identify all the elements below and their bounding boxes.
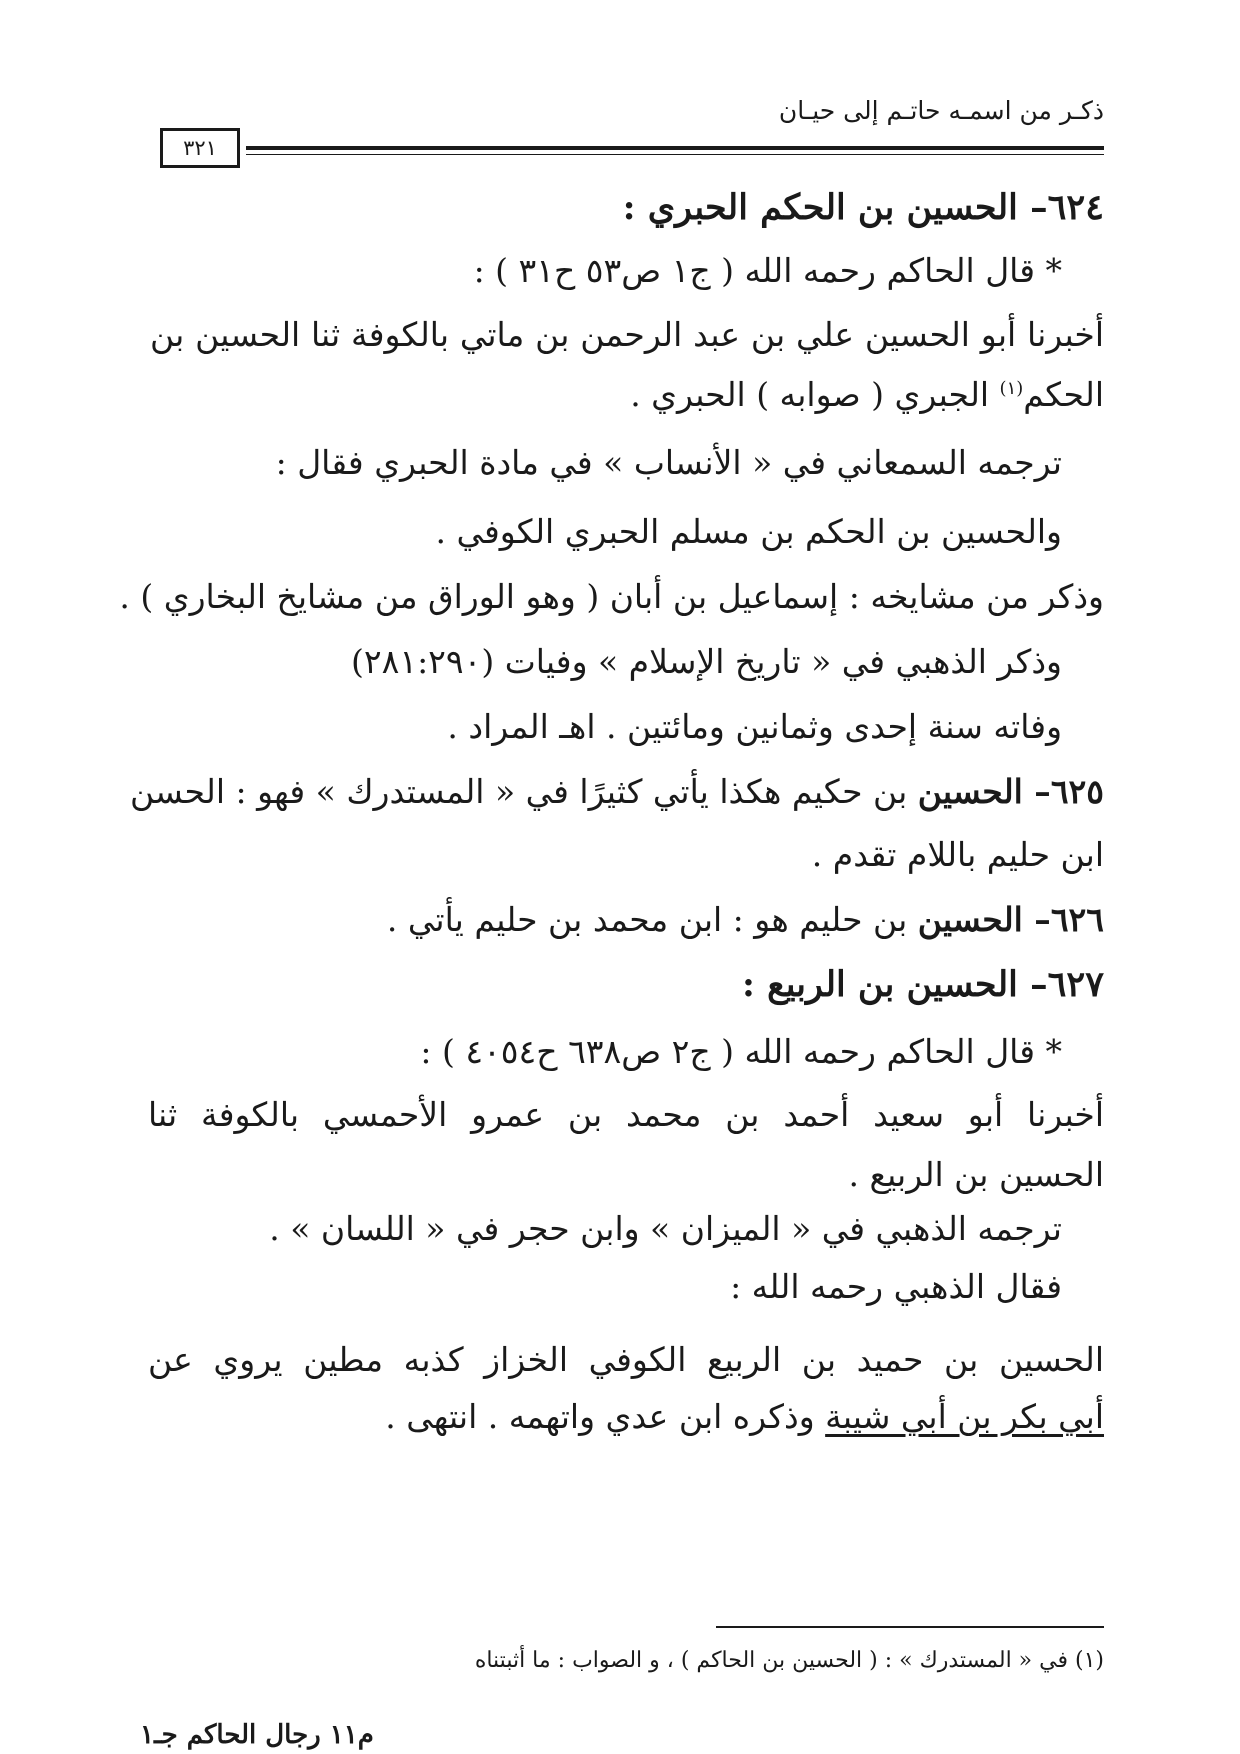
entry-name: الحسين [917,772,1023,811]
hakim-citation: * قال الحاكم رحمه الله ( ج٢ ص٦٣٨ ح٤٠٥٤ ) : [420,1032,1062,1071]
isnad-text: الحكم [1023,375,1104,414]
header-rule-thin [246,154,1104,155]
isnad-line: أخبرنا أبو سعيد أحمد بن محمد بن عمرو الأحمسي بالكوفة ثنا [148,1095,1104,1134]
isnad-text: الجبري ( صوابه ) الحبري . [630,375,1000,414]
paragraph: الحسين بن حميد بن الربيع الكوفي الخزاز كذبه مطين يروي عن [148,1340,1104,1379]
entry-number: ٦٢٥– [1022,772,1104,811]
entry-text: بن حليم هو : ابن محمد بن حليم يأتي . [386,900,918,939]
footnote-text: في « المستدرك » : ( الحسين بن الحاكم ) ، و الصواب : ما أثبتناه [474,1648,1075,1673]
paragraph: ترجمه السمعاني في « الأنساب » في مادة الحبري فقال : [275,443,1062,482]
isnad-line [630,375,1104,414]
entry-name: الحسين [917,900,1023,939]
entry-text: بن حكيم هكذا يأتي كثيرًا في « المستدرك » فهو : الحسن [129,772,918,811]
entry-625 [129,772,1104,811]
book-signature: م١١ رجال الحاكم جـ١ [140,1720,374,1750]
isnad-line: أخبرنا أبو الحسين علي بن عبد الرحمن بن ماتي بالكوفة ثنا الحسين بن [150,315,1104,354]
paragraph: وفاته سنة إحدى وثمانين ومائتين . اهـ المراد . [447,707,1062,746]
entry-627-heading [742,964,1104,1005]
underlined-name: أبي بكر بن أبي شيبة [825,1397,1104,1436]
header-rule [246,146,1104,150]
page-number: ٣٢١ [160,128,240,168]
entry-626 [386,900,1104,939]
footnote [475,1648,1104,1673]
paragraph: فقال الذهبي رحمه الله : [730,1267,1062,1306]
paragraph: ترجمه الذهبي في « الميزان » وابن حجر في « اللسان » . [269,1209,1062,1248]
entry-625-continued: ابن حليم باللام تقدم . [811,835,1104,874]
footnote-marker: (١) [1074,1648,1104,1673]
entry-title: الحسين بن الحكم الحبري : [622,187,1018,228]
paragraph: وذكر الذهبي في « تاريخ الإسلام » وفيات (٢٨١:٢٩٠) [351,642,1062,681]
paragraph [385,1397,1104,1436]
entry-title: الحسين بن الربيع : [742,964,1018,1005]
entry-number: ٦٢٤– [1017,187,1104,228]
entry-number: ٦٢٧– [1017,964,1104,1005]
paragraph: وذكر من مشايخه : إسماعيل بن أبان ( وهو الوراق من مشايخ البخاري ) . [119,577,1104,616]
hakim-citation: * قال الحاكم رحمه الله ( ج١ ص٥٣ ح٣١ ) : [473,251,1062,290]
paragraph: والحسين بن الحكم بن مسلم الحبري الكوفي . [435,512,1062,551]
running-head: ذكـر من اسمـه حاتـم إلى حيـان [778,96,1104,125]
entry-number: ٦٢٦– [1022,900,1104,939]
footnote-marker: (١) [999,378,1024,399]
paragraph-text: وذكره ابن عدي واتهمه . انتهى . [385,1397,826,1436]
entry-624-heading [622,187,1104,228]
footnote-separator [716,1626,1104,1628]
isnad-line: الحسين بن الربيع . [848,1155,1104,1194]
